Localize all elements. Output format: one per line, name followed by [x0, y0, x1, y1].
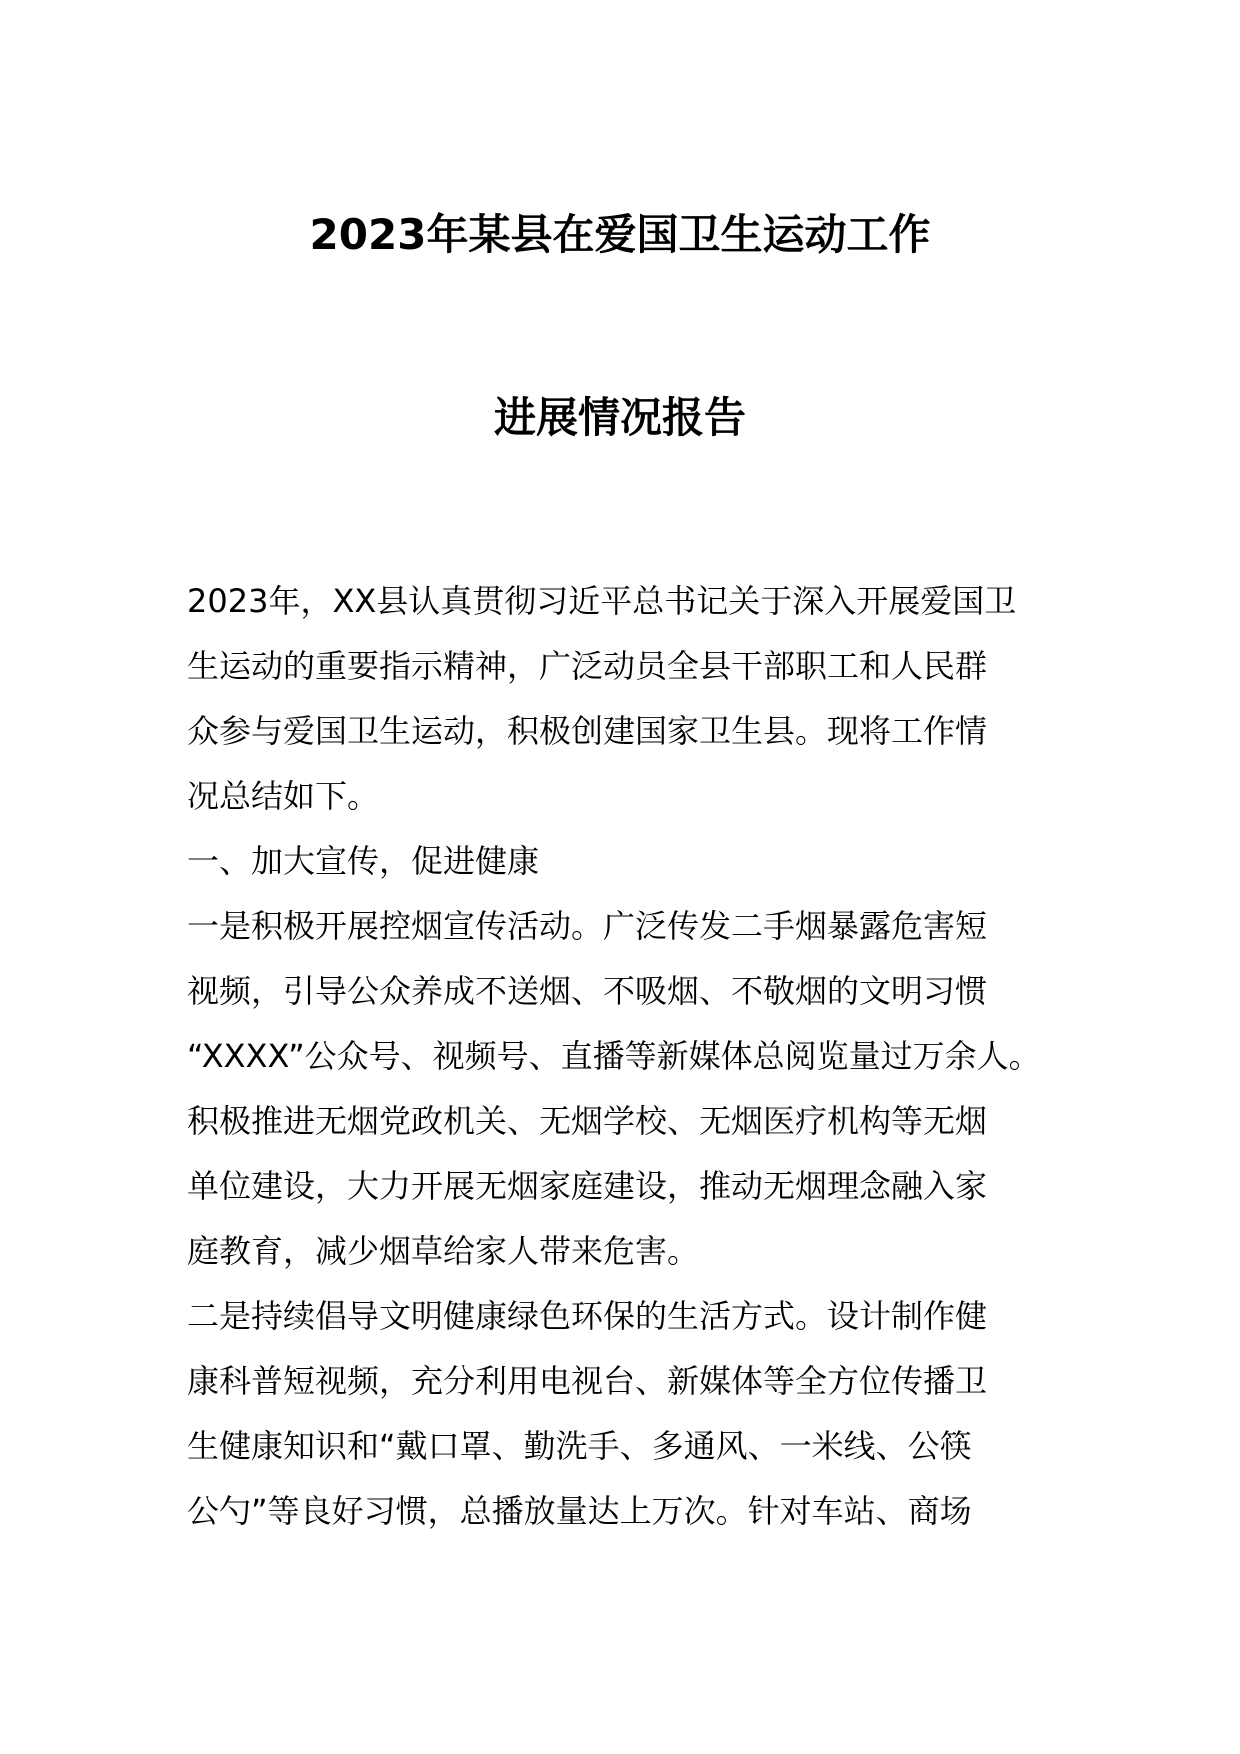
document-title-line-1: 2023年某县在爱国卫生运动工作 [309, 210, 931, 259]
body-line: 庭教育，减少烟草给家人带来危害。 [187, 1232, 700, 1270]
body-line: 公勺”等良好习惯，总播放量达上万次。针对车站、商场 [187, 1492, 972, 1530]
body-line: 视频，引导公众养成不送烟、不吸烟、不敬烟的文明习惯 [187, 972, 988, 1010]
body-line: 生健康知识和“戴口罩、勤洗手、多通风、一米线、公筷 [187, 1427, 972, 1465]
section-heading: 一、加大宣传，促进健康 [187, 842, 540, 880]
document-title-line-2: 进展情况报告 [493, 393, 746, 442]
body-line: 二是持续倡导文明健康绿色环保的生活方式。设计制作健 [187, 1297, 988, 1335]
body-line: 众参与爱国卫生运动，积极创建国家卫生县。现将工作情 [187, 712, 988, 750]
body-line: 况总结如下。 [187, 777, 380, 815]
body-line: 康科普短视频，充分利用电视台、新媒体等全方位传播卫 [187, 1362, 988, 1400]
body-line: 生运动的重要指示精神，广泛动员全县干部职工和人民群 [187, 647, 988, 685]
body-line: 积极推进无烟党政机关、无烟学校、无烟医疗机构等无烟 [187, 1102, 988, 1140]
body-line: “XXXX”公众号、视频号、直播等新媒体总阅览量过万余人。 [187, 1037, 1041, 1075]
body-line: 2023年，XX县认真贯彻习近平总书记关于深入开展爱国卫 [187, 582, 1017, 620]
body-line: 单位建设，大力开展无烟家庭建设，推动无烟理念融入家 [187, 1167, 988, 1205]
document-body [187, 569, 1067, 1544]
body-line: 一是积极开展控烟宣传活动。广泛传发二手烟暴露危害短 [187, 907, 988, 945]
